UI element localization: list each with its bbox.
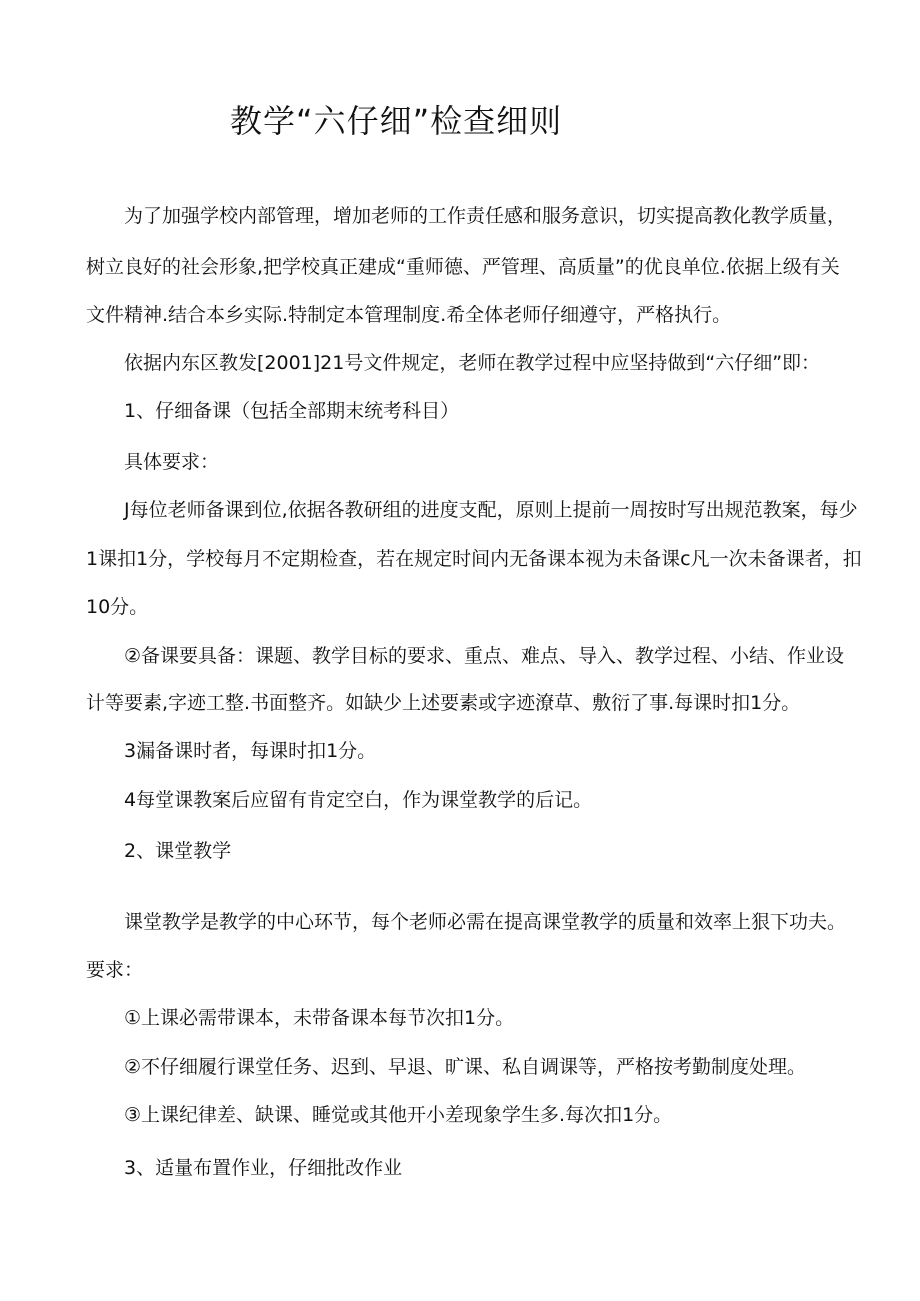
paragraph-line: 为了加强学校内部管理，增加老师的工作责任感和服务意识，切实提高教化教学质量，	[124, 205, 847, 227]
section-heading: 2、课堂教学	[124, 840, 232, 862]
paragraph-line: 10分。	[86, 596, 149, 618]
section-heading: 3、适量布置作业，仔细批改作业	[124, 1157, 403, 1179]
paragraph-line: 具体要求：	[124, 451, 220, 473]
paragraph-line: ②不仔细履行课堂任务、迟到、早退、旷课、私自调课等，严格按考勤制度处理。	[124, 1056, 807, 1078]
paragraph-line: ②备课要具备：课题、教学目标的要求、重点、难点、导入、教学过程、小结、作业设	[124, 645, 845, 667]
paragraph-line: ①上课必需带课本，未带备课本每节次扣1分。	[124, 1007, 515, 1029]
document-title: 教学“六仔细”检查细则	[230, 102, 563, 140]
paragraph-line: 树立良好的社会形象,把学校真正建成“重师德、严管理、高质量”的优良单位.依据上级有关	[86, 256, 840, 278]
paragraph-line: 1课扣1分，学校每月不定期检查，若在规定时间内无备课本视为未备课c凡一次未备课者，扣	[86, 548, 862, 570]
section-heading: 1、仔细备课（包括全部期末统考科目）	[124, 400, 460, 422]
paragraph-line: 3漏备课时者，每课时扣1分。	[124, 740, 377, 762]
paragraph-line: 依据内东区教发[2001]21号文件规定，老师在教学过程中应坚持做到“六仔细”即：	[124, 352, 821, 374]
paragraph-line: 计等要素,字迹工整.书面整齐。如缺少上述要素或字迹潦草、敷衍了事.每课时扣1分。	[86, 692, 801, 714]
paragraph-line: 要求：	[86, 959, 144, 981]
paragraph-line: ③上课纪律差、缺课、睡觉或其他开小差现象学生多.每次扣1分。	[124, 1104, 673, 1126]
paragraph-line: 4每堂课教案后应留有肯定空白，作为课堂教学的后记。	[124, 789, 593, 811]
paragraph-line: J每位老师备课到位,依据各教研组的进度支配，原则上提前一周按时写出规范教案，每少	[124, 499, 858, 521]
paragraph-line: 课堂教学是教学的中心环节，每个老师必需在提高课堂教学的质量和效率上狠下功夫。	[124, 911, 847, 933]
paragraph-line: 文件精神.结合本乡实际.特制定本管理制度.希全体老师仔细遵守，严格执行。	[86, 304, 732, 326]
